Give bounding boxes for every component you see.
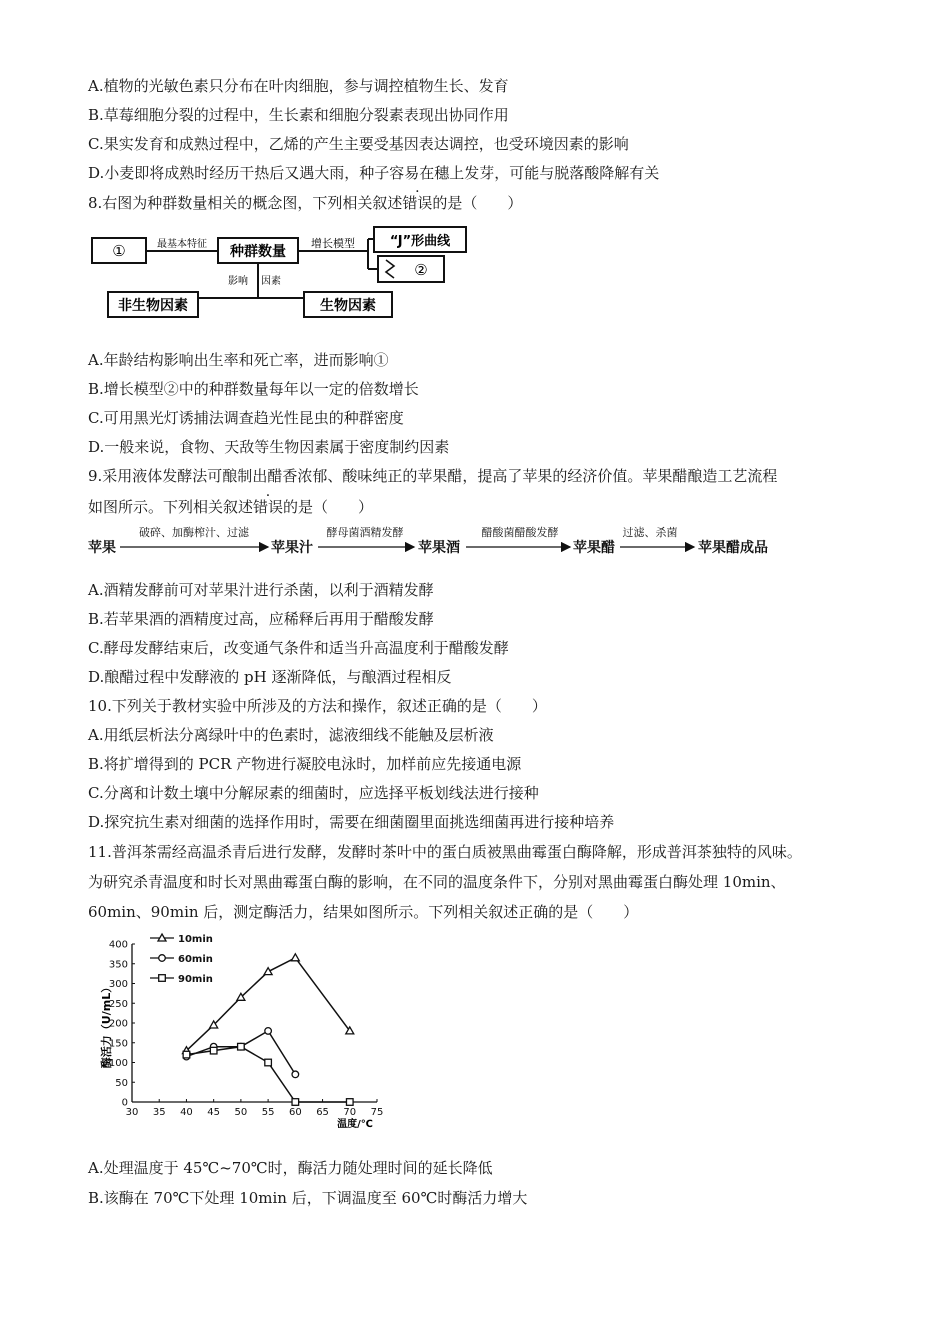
- q11-option-a: A.处理温度于 45℃~70℃时，酶活力随处理时间的延长降低: [88, 1159, 493, 1177]
- q11-option-b: B.该酶在 70℃下处理 10min 后，下调温度至 60℃时酶活力增大: [88, 1189, 528, 1207]
- chart-x-tick-label: 45: [207, 1107, 221, 1118]
- chart-y-tick-label: 100: [108, 1058, 128, 1069]
- flow-action-4: 过滤、杀菌: [622, 526, 678, 539]
- flow-step-wine: 苹果酒: [418, 540, 460, 556]
- q8-option-d: D.一般来说，食物、天敌等生物因素属于密度制约因素: [88, 438, 450, 456]
- q9-option-a: A.酒精发酵前可对苹果汁进行杀菌，以利于酒精发酵: [88, 581, 434, 599]
- box-1-text: ①: [112, 242, 126, 260]
- chart-x-tick-label: 60: [288, 1107, 302, 1118]
- q11-stem-line1: 11.普洱茶需经高温杀青后进行发酵，发酵时茶叶中的蛋白质被黑曲霉蛋白酶降解，形成普洱茶独特的风味。: [88, 843, 802, 861]
- q9-stem-emph: 错误: [253, 498, 284, 516]
- chart-y-tick-label: 150: [108, 1038, 128, 1050]
- q10-option-c: C.分离和计数土壤中分解尿素的细菌时，应选择平板划线法进行接种: [88, 784, 539, 802]
- q9-stem-post: 的是（ ）: [283, 498, 374, 516]
- q10-option-d: D.探究抗生素对细菌的选择作用时，需要在细菌圈里面挑选细菌再进行接种培养: [88, 813, 615, 831]
- q8-stem-pre: 8.右图为种群数量相关的概念图，下列相关叙述: [88, 194, 403, 212]
- point-60min: [292, 1071, 299, 1078]
- legend-label-90min: 90min: [178, 974, 213, 985]
- legend-marker-60min: [159, 955, 166, 962]
- q9-stem-line2: [88, 497, 373, 517]
- chart-x-tick-label: 40: [180, 1107, 193, 1118]
- label-basic-feature: 最基本特征: [157, 239, 207, 250]
- point-90min: [346, 1099, 353, 1106]
- abiotic-text: 非生物因素: [118, 298, 188, 314]
- q8-option-b: B.增长模型②中的种群数量每年以一定的倍数增长: [88, 380, 419, 398]
- chart-y-tick-label: 400: [108, 939, 128, 951]
- legend-label-10min: 10min: [178, 934, 213, 945]
- chart-x-tick-label: 50: [234, 1107, 248, 1118]
- point-90min: [183, 1051, 190, 1058]
- q11-stem-line3: 60min、90min 后，测定酶活力，结果如图所示。下列相关叙述正确的是（ ）: [88, 903, 639, 921]
- flow-action-2: 酵母菌酒精发酵: [326, 526, 404, 539]
- flow-step-juice: 苹果汁: [271, 540, 313, 556]
- box-2-text: ②: [414, 261, 428, 279]
- point-90min: [210, 1047, 217, 1054]
- j-curve-text: “J”形曲线: [389, 234, 451, 249]
- label-factor: 因素: [261, 276, 281, 287]
- q10-option-a: A.用纸层析法分离绿叶中的色素时，滤液细线不能触及层析液: [88, 726, 494, 744]
- biotic-text: 生物因素: [320, 298, 376, 314]
- center-text: 种群数量: [230, 244, 286, 260]
- point-10min: [264, 968, 272, 975]
- vinegar-process-flow: [88, 522, 778, 562]
- box-2: [378, 256, 444, 282]
- q10-option-b: B.将扩增得到的 PCR 产物进行凝胶电泳时，加样前应先接通电源: [88, 755, 522, 773]
- chart-y-tick-label: 0: [121, 1097, 128, 1109]
- label-affect: 影响: [228, 276, 248, 287]
- chart-ylabel: 酶活力（U/mL）: [100, 981, 113, 1069]
- q8-option-c: C.可用黑光灯诱捕法调查趋光性昆虫的种群密度: [88, 409, 404, 427]
- flow-action-3: 醋酸菌醋酸发酵: [481, 526, 559, 539]
- q7-option-b: B.草莓细胞分裂的过程中，生长素和细胞分裂素表现出协同作用: [88, 106, 509, 124]
- legend-label-60min: 60min: [178, 954, 213, 965]
- q9-stem-line1: 9.采用液体发酵法可酿制出醋香浓郁、酸味纯正的苹果醋，提高了苹果的经济价值。苹果醋酿造工艺流程: [88, 467, 778, 485]
- flow-step-product: 苹果醋成品: [698, 540, 768, 556]
- q9-option-d: D.酿醋过程中发酵液的 pH 逐渐降低，与酿酒过程相反: [88, 668, 452, 686]
- q9-option-c: C.酵母发酵结束后，改变通气条件和适当升高温度利于醋酸发酵: [88, 639, 509, 657]
- point-90min: [292, 1099, 299, 1106]
- chart-x-tick-label: 35: [152, 1107, 166, 1118]
- q10-stem: 10.下列关于教材实验中所涉及的方法和操作，叙述正确的是（ ）: [88, 697, 547, 715]
- flow-step-vinegar: 苹果醋: [573, 540, 615, 556]
- chart-x-tick-label: 30: [125, 1107, 139, 1118]
- chart-y-tick-label: 50: [115, 1077, 128, 1089]
- flow-action-1: 破碎、加酶榨汁、过滤: [139, 526, 249, 539]
- chart-y-tick-label: 350: [108, 959, 128, 971]
- population-concept-diagram: [88, 222, 478, 327]
- q7-option-d: D.小麦即将成熟时经历干热后又遇大雨，种子容易在穗上发芽，可能与脱落酸降解有关: [88, 164, 660, 182]
- chart-y-tick-label: 250: [108, 998, 128, 1010]
- point-10min: [291, 954, 299, 961]
- chart-xlabel: 温度/℃: [337, 1119, 373, 1130]
- enzyme-activity-chart: [90, 930, 390, 1130]
- series-line-90min: [186, 1047, 349, 1102]
- q7-option-c: C.果实发育和成熟过程中，乙烯的产生主要受基因表达调控，也受环境因素的影响: [88, 135, 629, 153]
- q7-option-a: A.植物的光敏色素只分布在叶肉细胞，参与调控植物生长、发育: [88, 77, 509, 95]
- chart-x-tick-label: 55: [261, 1107, 275, 1118]
- legend-marker-90min: [159, 975, 166, 982]
- q8-stem-post: 的是（ ）: [432, 194, 523, 212]
- q8-option-a: A.年龄结构影响出生率和死亡率，进而影响①: [88, 351, 389, 369]
- flow-step-apple: 苹果: [88, 540, 116, 556]
- q8-stem: [88, 193, 522, 213]
- chart-x-tick-label: 65: [316, 1107, 329, 1118]
- q8-stem-emph: 错误: [402, 194, 433, 212]
- point-90min: [238, 1043, 245, 1050]
- chart-y-tick-label: 200: [108, 1018, 128, 1030]
- chart-x-tick-label: 75: [370, 1107, 384, 1118]
- q11-stem-line2: 为研究杀青温度和时长对黑曲霉蛋白酶的影响，在不同的温度条件下，分别对黑曲霉蛋白酶处理 10min、: [88, 873, 786, 891]
- q9-option-b: B.若苹果酒的酒精度过高，应稀释后再用于醋酸发酵: [88, 610, 434, 628]
- label-growth-model: 增长模型: [311, 237, 355, 250]
- point-90min: [265, 1059, 272, 1066]
- chart-y-tick-label: 300: [108, 979, 128, 990]
- q9-stem-pre: 如图所示。下列相关叙述: [88, 498, 254, 516]
- point-60min: [265, 1028, 272, 1035]
- chart-x-tick-label: 70: [343, 1107, 357, 1118]
